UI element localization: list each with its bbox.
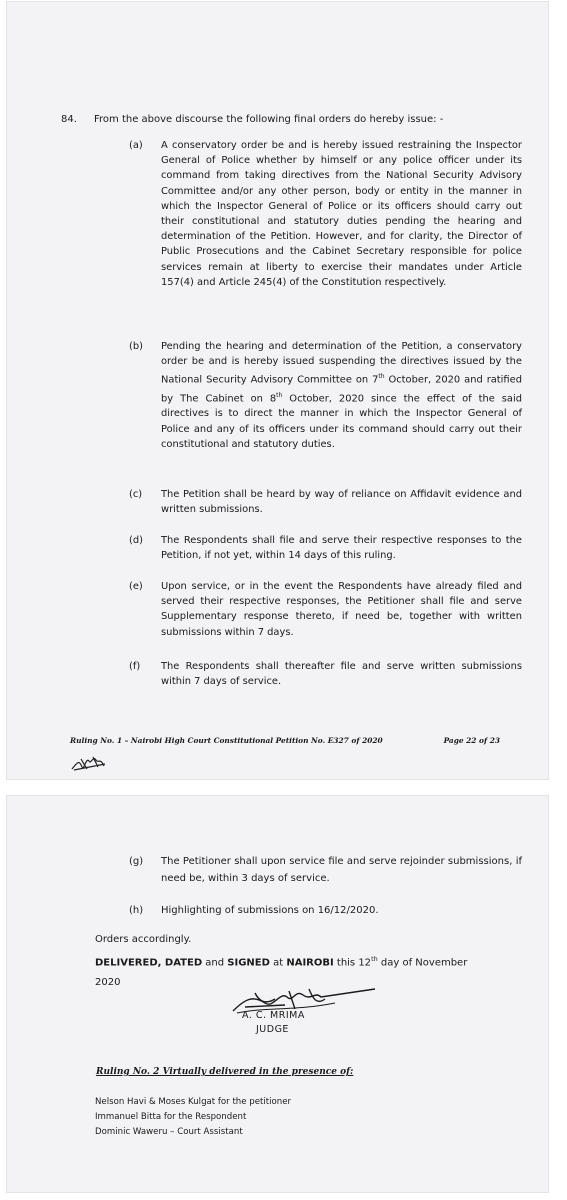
presence-line: Nelson Havi & Moses Kulgat for the petitioner — [95, 1097, 292, 1107]
order-label: (h) — [129, 905, 144, 916]
order-text: Upon service, or in the event the Respondents have already filed and served their respective responses, the Petitioner shall file and serve Supplementary response thereto, if need be, together with written submissions within 7 days. — [161, 581, 522, 638]
orders-accordingly: Orders accordingly. — [95, 934, 192, 945]
order-label: (d) — [129, 535, 143, 546]
order-item-e — [129, 579, 522, 640]
paragraph-number: 84. — [61, 114, 77, 125]
order-text: Pending the hearing and determination of the Petition, a conservatory order be and is hereby issued suspending the directives issued by the National Security Advisory Committee on 7th October, 2020 and ratified by The Cabinet on 8th October, 2020 since the effect of the said directives is to direct the manner in which the Inspector General of Police and any of its officers under its command should carry out their constitutional and statutory duties. — [161, 341, 522, 450]
initials-scribble-icon — [71, 751, 107, 773]
order-item-h — [129, 902, 522, 919]
judge-name: A. C. MRIMA — [242, 1010, 305, 1021]
order-text: The Petitioner shall upon service file and serve rejoinder submissions, if need be, within 3 days of service. — [161, 856, 522, 884]
order-item-f — [129, 659, 522, 689]
order-item-b — [129, 339, 522, 452]
order-text: The Respondents shall thereafter file and serve written submissions within 7 days of service. — [161, 661, 522, 688]
delivered-year: 2020 — [95, 977, 121, 988]
order-label: (f) — [129, 661, 141, 672]
delivered-statement: DELIVERED, DATED and SIGNED at NAIROBI this 12th day of November — [95, 955, 468, 969]
judge-title: JUDGE — [256, 1024, 289, 1035]
order-label: (e) — [129, 581, 143, 592]
presence-line: Immanuel Bitta for the Respondent — [95, 1112, 247, 1122]
order-item-a — [129, 138, 522, 290]
page-number: Page 22 of 23 — [443, 736, 500, 745]
order-text: The Respondents shall file and serve their respective responses to the Petition, if not yet, within 14 days of this ruling. — [161, 535, 522, 562]
order-label: (g) — [129, 856, 144, 867]
order-label: (a) — [129, 140, 143, 151]
presence-heading: Ruling No. 2 Virtually delivered in the presence of: — [96, 1067, 354, 1077]
order-item-g — [129, 853, 522, 887]
paragraph-intro: From the above discourse the following final orders do hereby issue: - — [94, 114, 444, 125]
presence-line: Dominic Waweru – Court Assistant — [95, 1127, 243, 1137]
order-text: Highlighting of submissions on 16/12/2020. — [161, 905, 379, 916]
page-footer — [70, 736, 500, 745]
order-item-c — [129, 487, 522, 517]
order-text: The Petition shall be heard by way of reliance on Affidavit evidence and written submissions. — [161, 489, 522, 516]
order-label: (b) — [129, 341, 143, 352]
footer-citation: Ruling No. 1 – Nairobi High Court Constitutional Petition No. E327 of 2020 — [70, 736, 383, 745]
order-item-d — [129, 533, 522, 563]
order-text: A conservatory order be and is hereby issued restraining the Inspector General of Police whether by himself or any police officer under its command from taking directives from the National Security Advisory Committee and/or any other person, body or entity in the manner in which the Inspector General of Police or its officers should carry out their constitutional and statutory duties pending the hearing and determination of the Petition. However, and for clarity, the Director of Public Prosecutions and the Cabinet Secretary responsible for police services remain at liberty to exercise their mandates under Article 157(4) and Article 245(4) of the Constitution respectively. — [161, 140, 522, 288]
order-label: (c) — [129, 489, 143, 500]
